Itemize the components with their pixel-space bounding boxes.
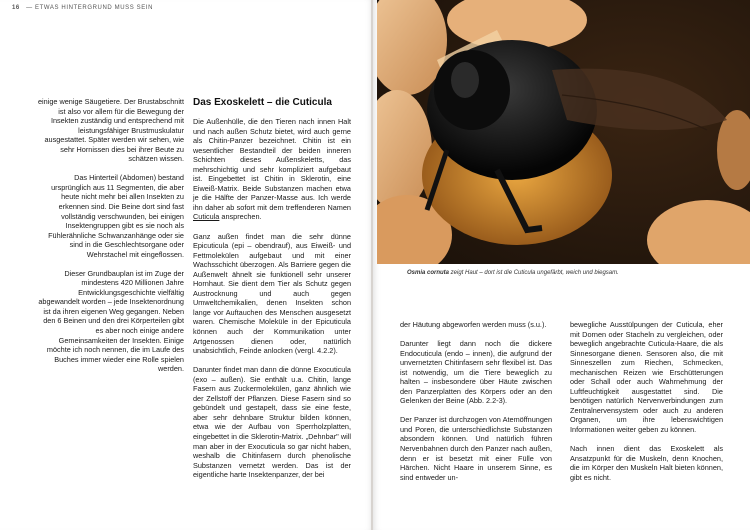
left-text-column — [36, 97, 184, 383]
paragraph: der Häutung abgeworfen werden muss (s.u.). — [400, 320, 547, 329]
bee-photo — [377, 0, 750, 264]
paragraph: Der Panzer ist durchzogen von Atemöffnungen und Poren, die unterschiedlichste Substanzen absondern können. Und natürlich führen Nervenbahnen durch den Panzer nach außen, denn er ist besetzt mit einer Fülle von Härchen. Nicht Haare in unserem Sinne, es sind entweder un- — [400, 415, 552, 482]
section-heading: Das Exoskelett – die Cuticula — [193, 97, 332, 108]
right-page — [373, 0, 750, 530]
paragraph: Ganz außen findet man die sehr dünne Epicuticula (epi – obendrauf), aus Eiweiß- und Fettmolekülen aufgebaut und mit einer Wachsschicht überzogen. Als Barriere gegen die Außenwelt ähnelt sie funktionell sehr unserer Hornhaut. Sie dient dem Tier als Schutz gegen Austrocknung und auch gegen Umweltchemikalien, denen Insekten schon lange vor Auftauchen des Menschen ausgesetzt waren. Chemische Moleküle in der Epicuticula können auch der Kommunikation unter Artgenossen dienen oder, natürlich unabsichtlich, Feinde anlocken (vergl. 4.2.2). — [193, 231, 351, 356]
running-head-title: — ETWAS HINTERGRUND MUSS SEIN — [26, 5, 154, 11]
paragraph: bewegliche Ausstülpungen der Cuticula, eher mit Dornen oder Stacheln zu vergleichen, oder beweglich angebrachte Cuticula-Haare, die als Sinnesorgane dienen. Sensoren also, die mit Sinneszellen zum Riechen, Schmecken, mechanischen Reizen wie Erschütterungen oder Schall oder auch Wahrnehmung der Luftfeuchtigkeit ausgestattet sind. Die benötigen natürlich Nervenverbindungen zum Zentralnervensystem oder auch zu anderen Organen, um ihre lebenswichtigen Informationen weiter geben zu können. — [570, 320, 723, 435]
paragraph: Dieser Grundbauplan ist im Zuge der mindestens 420 Millionen Jahre Entwicklungsgeschichte vielfältig abgewandelt worden – jede Insektenordnung ist da ihren eigenen Weg gegangen. Neben den 6 Beinen und den drei Körperteilen gibt es aber noch einige andere Gemeinsamkeiten der Insekten. Einige möchte ich noch nennen, die im Laufe des Buches immer wieder eine Rolle spielen werden. — [38, 268, 184, 374]
photo-caption — [407, 270, 737, 276]
page-number: 16 — [12, 5, 20, 11]
running-head — [12, 5, 153, 11]
paragraph: Das Hinterteil (Abdomen) bestand ursprünglich aus 11 Segmenten, die aber heute nicht mehr bei allen Insekten zu erkennen sind. Die Beine dort sind fast vollständig verschwunden, bei einigen Insektengruppen gibt es sie noch als Fühlerähnliche Schwanzanhänge oder sie sind in die Geschlechtsorgane oder Wehrstachel mit eingeflossen. — [48, 173, 184, 259]
right-text-column-b — [570, 320, 723, 492]
caption-text: zeigt Haut – dort ist die Cuticula ungefärbt, weich und biegsam. — [449, 270, 619, 276]
paragraph: Darunter liegt dann noch die dickere Endocuticula (endo – innen), die aufgrund der unvernetzten Chitinfasern sehr flexibel ist. Das ist notwendig, um die Tiere beweglich zu halten – insbesondere über Häute zwischen den Panzerplatten des Körpers oder an den Gelenken der Beine (Abb. 2.2-3). — [400, 339, 552, 406]
paragraph-text: ansprechen. — [219, 212, 262, 222]
paragraph: Darunter findet man dann die dünne Exocuticula (exo – außen). Sie enthält u.a. Chitin, lange Fasern aus Zuckermolekülen, ganz ähnlich wie der Zellstoff der Pflanzen. Diese Fasern sind so gebündelt und gestapelt, dass sie eine feste, aber sehr dehnbare Struktur bilden können, etwa wie der Aufbau von Sperrholzplatten, eingebettet in die Sklerotin-Matrix. „Dehnbar" will man aber in der Exocuticula so gar nicht haben, weshalb die Chitinfasern durch phenolische Substanzen vernetzt werden. Das ist der eigentliche harte Insektenpanzer, der bei — [193, 365, 351, 480]
right-text-column-a — [400, 320, 552, 492]
paragraph: einige wenige Säugetiere. Der Brustabschnitt ist also vor allem für die Bewegung der Insekten zuständig und entsprechend mit leistungsfähiger Brustmuskulatur ausgestattet. Später werden wir sehen, wie sehr Hornissen dies bei ihrer Beute zu schätzen wissen. — [37, 97, 184, 164]
left-page — [0, 0, 373, 530]
term-cuticula: Cuticula — [193, 212, 220, 222]
paragraph: Nach innen dient das Exoskelett als Ansatzpunkt für die Muskeln, denn Knochen, die im Körper den Muskeln Halt bieten können, gibt es nicht. — [570, 444, 723, 482]
caption-species: Osmia cornuta — [407, 270, 450, 276]
paragraph-text: Die Außenhülle, die den Tieren nach innen Halt und nach außen Schutz bietet, wird auch gerne als Chitin-Panzer bezeichnet. Chitin ist ein wesentlicher Bestandteil der beiden inneren Schichten dieses Außenskeletts, das mehrschichtig und sehr kompliziert aufgebaut ist. Eingebettet ist Chitin in Sklerotin, eine Eiweiß-Matrix. Beide Substanzen machen etwa je die Hälfte der Panzer-Masse aus. Ich werde ihn daher ab sofort mit dem treffenderen Namen — [193, 117, 351, 212]
exoskeleton-section — [193, 97, 351, 489]
bee-photo-illustration — [377, 0, 750, 264]
paragraph — [193, 117, 351, 222]
